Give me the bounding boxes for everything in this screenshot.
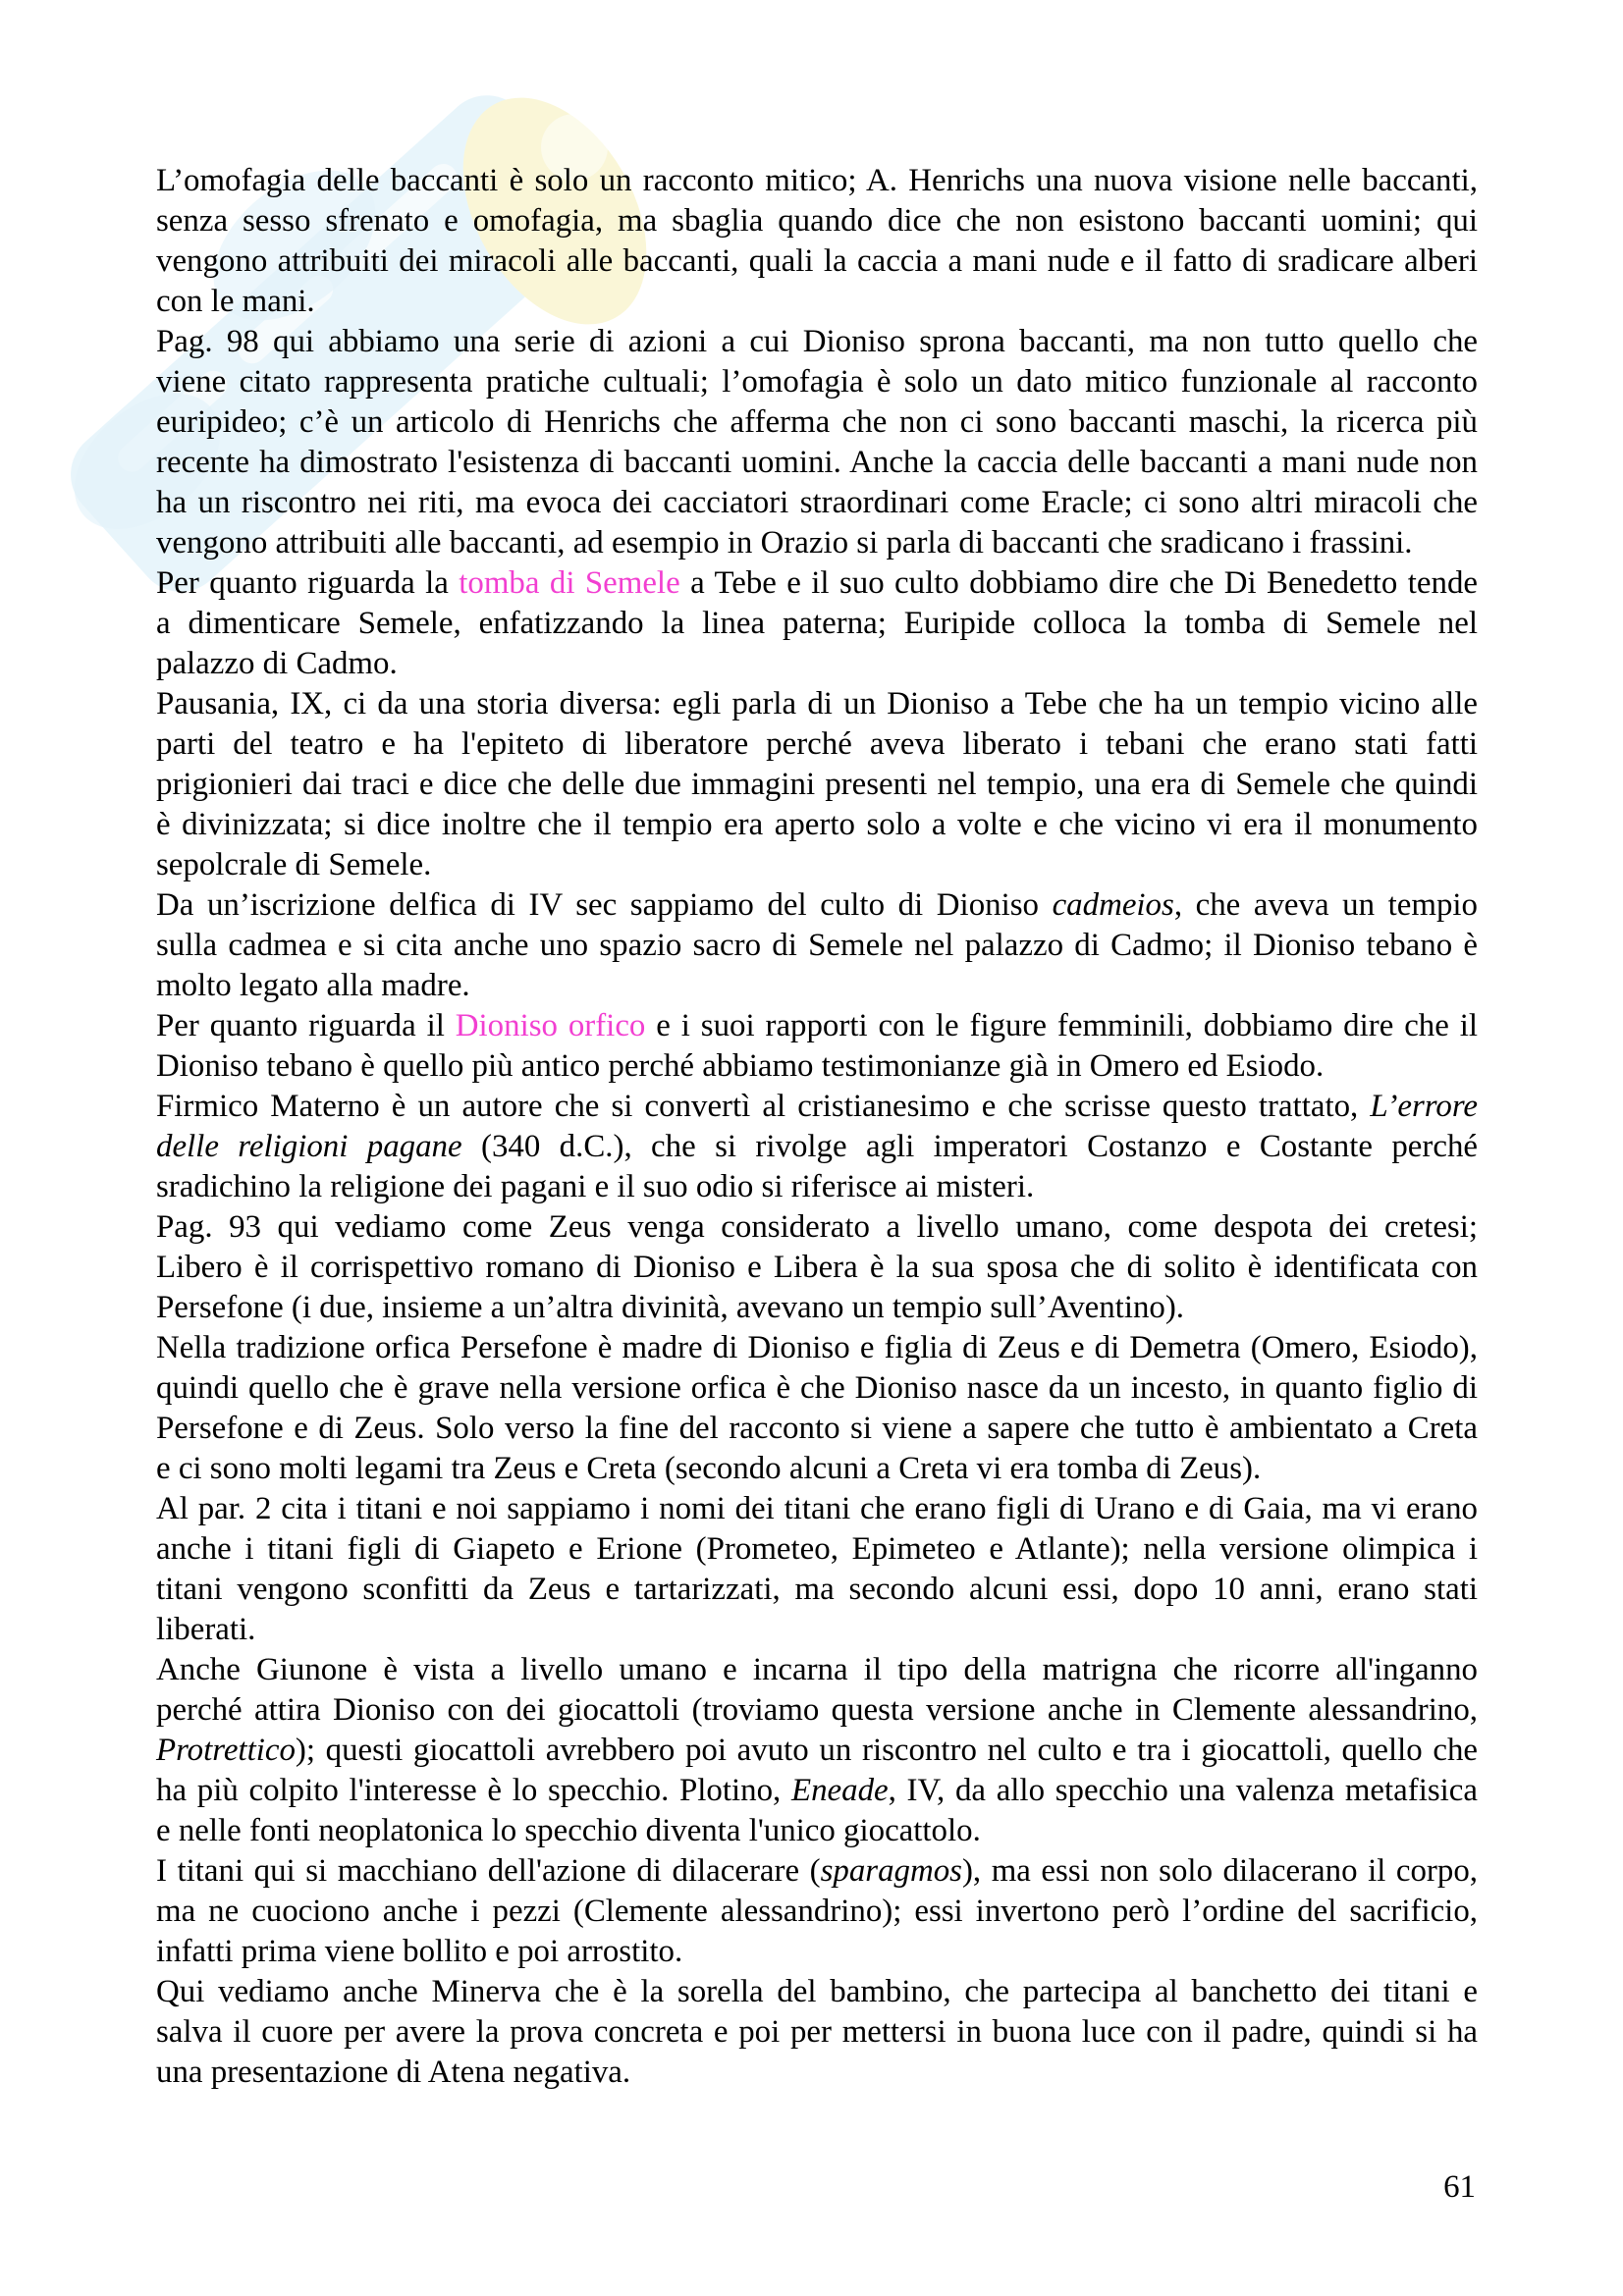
paragraph-11 <box>156 1650 1478 1851</box>
highlighted-term: Dioniso orfico <box>455 1008 646 1043</box>
text-segment: a Tebe e il suo culto dobbiamo dire che Di Benedetto tende <box>679 565 1478 601</box>
text-line <box>156 1127 1478 1167</box>
paragraph-1 <box>156 161 1478 322</box>
paragraph-12 <box>156 1851 1478 1972</box>
text-segment: Firmico Materno è un autore che si convertì al cristianesimo e che scrisse questo trattato, <box>156 1089 1371 1124</box>
text-line: e ci sono molti legami tra Zeus e Creta (secondo alcuni a Creta vi era tomba di Zeus). <box>156 1451 1262 1486</box>
paragraph-9 <box>156 1328 1478 1489</box>
page-number: 61 <box>1443 2169 1476 2205</box>
text-line: Pag. 93 qui vediamo come Zeus venga considerato a livello umano, come despota dei cretesi; <box>156 1209 1478 1245</box>
text-segment: ha più colpito l'interesse è lo specchio. Plotino, <box>156 1773 791 1808</box>
text-line: Persefone e di Zeus. Solo verso la fine del racconto si viene a sapere che tutto è ambientato a Creta <box>156 1411 1478 1446</box>
text-segment: (340 d.C.), che si rivolge agli imperatori Costanzo e Costante perché <box>461 1129 1478 1164</box>
text-segment: , che aveva un tempio <box>1173 887 1479 923</box>
paragraph-10 <box>156 1489 1478 1650</box>
text-line: con le mani. <box>156 284 315 319</box>
text-line: Libero è il corrispettivo romano di Dioniso e Libera è la sua sposa che di solito è identificata con <box>156 1250 1478 1285</box>
text-segment: ); questi giocattoli avrebbero poi avuto un riscontro nel culto e tra i giocattoli, quello che <box>295 1733 1478 1768</box>
text-line <box>156 1087 1478 1127</box>
highlighted-term: tomba di Semele <box>459 565 680 601</box>
text-line: salva il cuore per avere la prova concreta e poi per mettersi in buona luce con il padre, quindi si ha <box>156 2014 1478 2050</box>
text-line: infatti prima viene bollito e poi arrostito. <box>156 1934 683 1969</box>
text-line: sepolcrale di Semele. <box>156 847 432 882</box>
text-line: recente ha dimostrato l'esistenza di baccanti uomini. Anche la caccia delle baccanti a mani nude non <box>156 445 1478 480</box>
text-line: Al par. 2 cita i titani e noi sappiamo i nomi dei titani che erano figli di Urano e di Gaia, ma vi erano <box>156 1491 1478 1526</box>
text-line: L’omofagia delle baccanti è solo un racconto mitico; A. Henrichs una nuova visione nelle baccanti, <box>156 163 1478 198</box>
text-line: ha un riscontro nei riti, ma evoca dei cacciatori straordinari come Eracle; ci sono altri miracoli che <box>156 485 1478 520</box>
italic-term: sparagmos <box>820 1853 962 1889</box>
text-segment: e i suoi rapporti con le figure femminili, dobbiamo dire che il <box>645 1008 1479 1043</box>
text-line: vengono attribuiti dei miracoli alle baccanti, quali la caccia a mani nude e il fatto di sradicare alberi <box>156 243 1478 279</box>
paragraph-2 <box>156 322 1478 563</box>
italic-term: cadmeios <box>1052 887 1174 923</box>
paragraph-13 <box>156 1972 1478 2093</box>
text-line: prigionieri dai traci e dice che delle due immagini presenti nel tempio, una era di Semele che quindi <box>156 767 1478 802</box>
italic-term: L’errore <box>1370 1089 1478 1124</box>
text-line: viene citato rappresenta pratiche cultuali; l’omofagia è solo un dato mitico funzionale al racconto <box>156 364 1478 400</box>
paragraph-6 <box>156 1006 1478 1087</box>
text-line <box>156 1851 1478 1892</box>
text-line: una presentazione di Atena negativa. <box>156 2055 631 2090</box>
text-line: sradichino la religione dei pagani e il suo odio si riferisce ai misteri. <box>156 1169 1035 1204</box>
text-line: parti del teatro e ha l'epiteto di liberatore perché aveva liberato i tebani che erano stati fatti <box>156 726 1478 762</box>
text-line: Dioniso tebano è quello più antico perché abbiamo testimonianze già in Omero ed Esiodo. <box>156 1048 1325 1084</box>
text-line: Pausania, IX, ci da una storia diversa: egli parla di un Dioniso a Tebe che ha un tempio vicino alle <box>156 686 1478 721</box>
paragraph-3 <box>156 563 1478 684</box>
text-line: perché attira Dioniso con dei giocattoli (troviamo questa versione anche in Clemente alessandrino, <box>156 1692 1478 1728</box>
text-line: Persefone (i due, insieme a un’altra divinità, avevano un tempio sull’Aventino). <box>156 1290 1185 1325</box>
italic-term: delle religioni pagane <box>156 1129 462 1164</box>
italic-term: Eneade <box>790 1773 889 1808</box>
text-line: ma ne cuociono anche i pezzi (Clemente alessandrino); essi invertono però l’ordine del sacrificio, <box>156 1894 1478 1929</box>
text-segment: ), ma essi non solo dilacerano il corpo, <box>961 1853 1478 1889</box>
italic-term: Protrettico <box>156 1733 296 1768</box>
text-line: Qui vediamo anche Minerva che è la sorella del bambino, che partecipa al banchetto dei titani e <box>156 1974 1478 2009</box>
text-line: titani vengono sconfitti da Zeus e tartarizzati, ma secondo alcuni essi, dopo 10 anni, erano stati <box>156 1572 1478 1607</box>
text-line <box>156 563 1478 604</box>
text-segment: Per quanto riguarda il <box>156 1008 456 1043</box>
text-line: palazzo di Cadmo. <box>156 646 398 681</box>
text-line <box>156 1006 1478 1046</box>
text-line: sulla cadmea e si cita anche uno spazio sacro di Semele nel palazzo di Cadmo; il Dioniso tebano è <box>156 928 1478 963</box>
text-line: Nella tradizione orfica Persefone è madre di Dioniso e figlia di Zeus e di Demetra (Omero, Esiodo), <box>156 1330 1478 1365</box>
text-line: liberati. <box>156 1612 256 1647</box>
text-line: Pag. 98 qui abbiamo una serie di azioni a cui Dioniso sprona baccanti, ma non tutto quello che <box>156 324 1478 359</box>
text-line: anche i titani figli di Giapeto e Erione (Prometeo, Epimeteo e Atlante); nella versione olimpica i <box>156 1531 1478 1567</box>
text-segment: Da un’iscrizione delfica di IV sec sappiamo del culto di Dioniso <box>156 887 1053 923</box>
text-line: molto legato alla madre. <box>156 968 470 1003</box>
text-line: e nelle fonti neoplatonica lo specchio diventa l'unico giocattolo. <box>156 1813 981 1848</box>
paragraph-4 <box>156 684 1478 885</box>
text-segment: Per quanto riguarda la <box>156 565 460 601</box>
text-segment: , IV, da allo specchio una valenza metafisica <box>888 1773 1478 1808</box>
text-line: è divinizzata; si dice inoltre che il tempio era aperto solo a volte e che vicino vi era il monumento <box>156 807 1478 842</box>
paragraph-5 <box>156 885 1478 1006</box>
paragraph-8 <box>156 1207 1478 1328</box>
text-line: a dimenticare Semele, enfatizzando la linea paterna; Euripide colloca la tomba di Semele nel <box>156 606 1478 641</box>
paragraph-7 <box>156 1087 1478 1207</box>
text-line: quindi quello che è grave nella versione orfica è che Dioniso nasce da un incesto, in quanto figlio di <box>156 1370 1478 1406</box>
text-segment: I titani qui si macchiano dell'azione di dilacerare ( <box>156 1853 821 1889</box>
body-text <box>156 161 1478 2093</box>
text-line <box>156 1731 1478 1771</box>
text-line <box>156 1771 1478 1811</box>
text-line <box>156 885 1478 926</box>
text-line: euripideo; c’è un articolo di Henrichs che afferma che non ci sono baccanti maschi, la ricerca più <box>156 404 1478 440</box>
text-line: senza sesso sfrenato e omofagia, ma sbaglia quando dice che non esistono baccanti uomini; qui <box>156 203 1478 239</box>
text-line: Anche Giunone è vista a livello umano e incarna il tipo della matrigna che ricorre all'inganno <box>156 1652 1478 1687</box>
text-line: vengono attribuiti alle baccanti, ad esempio in Orazio si parla di baccanti che sradicano i frassini. <box>156 525 1413 561</box>
